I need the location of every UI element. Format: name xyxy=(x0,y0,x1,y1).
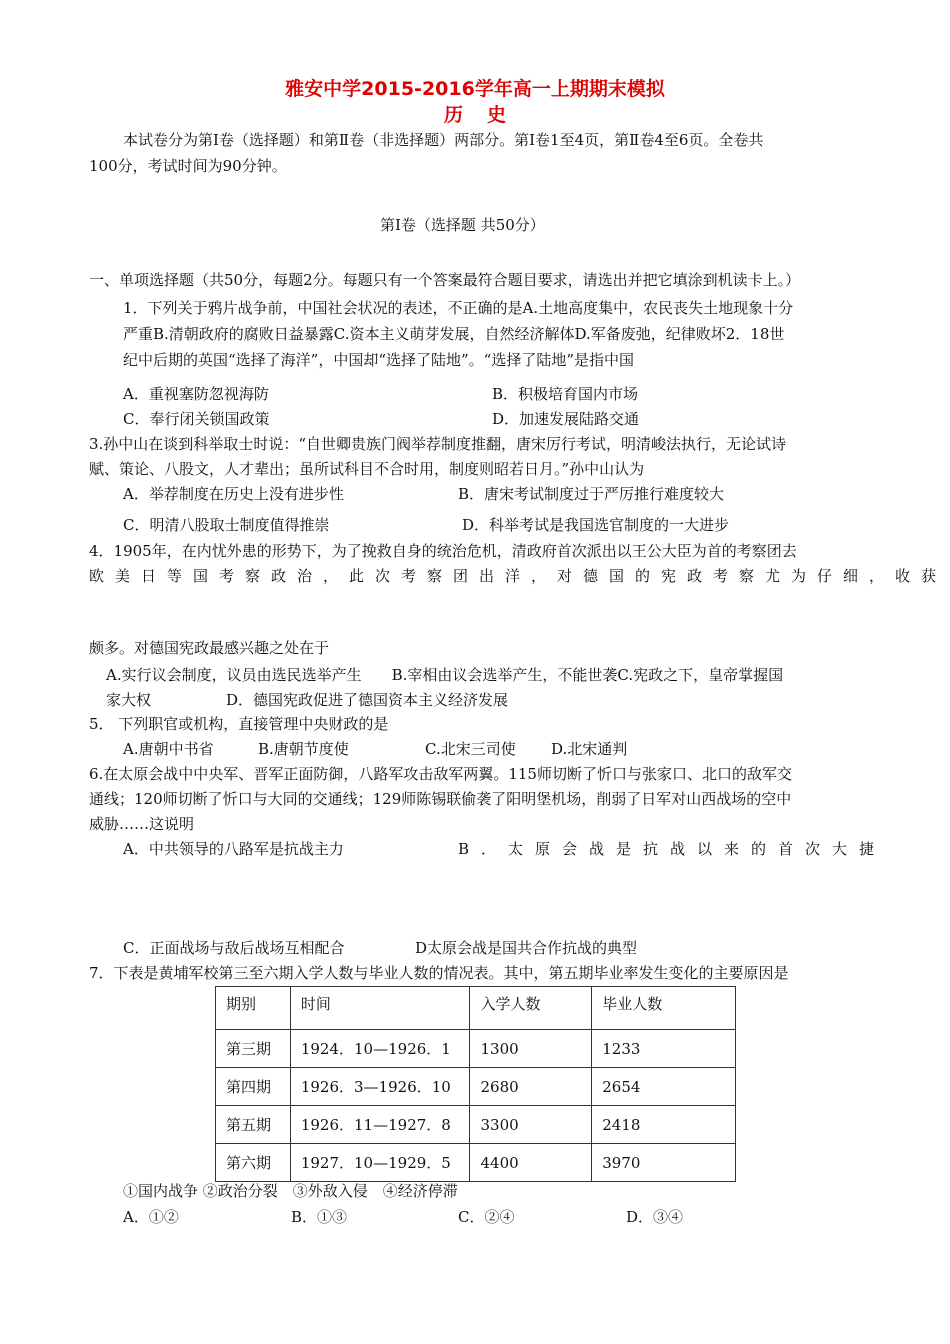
q2-option-d: D．加速发展陆路交通 xyxy=(492,410,640,428)
table-row xyxy=(216,1030,736,1068)
table-row xyxy=(216,1106,736,1144)
exam-title: 雅安中学2015-2016学年高一上期期末模拟 xyxy=(285,78,665,100)
q3-option-c: C．明清八股取士制度值得推崇 xyxy=(123,516,330,534)
q6-option-b: B．太原会战是抗战以来的首次大捷 xyxy=(458,840,887,858)
intro-line-2: 100分，考试时间为90分钟。 xyxy=(89,157,287,175)
q7-option-d: D．③④ xyxy=(626,1208,684,1226)
q4-line-5: 家大权 D．德国宪政促进了德国资本主义经济发展 xyxy=(106,691,509,709)
q1-line-2: 严重B.清朝政府的腐败日益暴露C.资本主义萌芽发展，自然经济解体D.军备废弛，纪律败坏2．18世 xyxy=(123,325,785,343)
table-row xyxy=(216,1068,736,1106)
header-cell: 期别 xyxy=(216,987,291,1030)
part1-heading: 第Ⅰ卷（选择题 共50分） xyxy=(380,216,545,234)
q6-option-c: C．正面战场与敌后战场互相配合 xyxy=(123,939,345,957)
header-cell: 毕业人数 xyxy=(592,987,736,1030)
table-cell: 第五期 xyxy=(216,1106,291,1144)
q4-line-3: 颇多。对德国宪政最感兴趣之处在于 xyxy=(89,639,330,657)
table-cell: 1926．11—1927．8 xyxy=(290,1106,470,1144)
q6-option-a: A．中共领导的八路军是抗战主力 xyxy=(123,840,344,858)
q6-line-2: 通线；120师切断了忻口与大同的交通线；129师陈锡联偷袭了阳明堡机场，削弱了日军对山西战场的空中 xyxy=(89,790,792,808)
q7-stem: 7．下表是黄埔军校第三至六期入学人数与毕业人数的情况表。其中，第五期毕业率发生变化的主要原因是 xyxy=(89,964,789,982)
q1-line-1: 1．下列关于鸦片战争前，中国社会状况的表述，不正确的是A.土地高度集中，农民丧失土地现象十分 xyxy=(123,299,794,317)
q4-line-2: 欧美日等国考察政治，此次考察团出洋，对德国的宪政考察尤为仔细，收获 xyxy=(89,567,948,585)
table-header-row xyxy=(216,987,736,1030)
q7-option-a: A．①② xyxy=(123,1208,179,1226)
exam-subject: 历史 xyxy=(443,104,530,126)
huangpu-enrollment-table xyxy=(215,986,736,1182)
q4-line-4: A.实行议会制度，议员由选民选举产生 B.宰相由议会选举产生，不能世袭C.宪政之下，皇帝掌握国 xyxy=(106,666,784,684)
table-cell: 3300 xyxy=(470,1106,592,1144)
q5-option-b: B.唐朝节度使 xyxy=(258,740,349,758)
q7-choices: ①国内战争 ②政治分裂 ③外敌入侵 ④经济停滞 xyxy=(123,1182,458,1200)
table-cell: 1300 xyxy=(470,1030,592,1068)
table-cell: 第四期 xyxy=(216,1068,291,1106)
q6-option-d: D太原会战是国共合作抗战的典型 xyxy=(415,939,638,957)
header-cell: 时间 xyxy=(290,987,470,1030)
table-cell: 4400 xyxy=(470,1144,592,1182)
q6-line-3: 威胁……这说明 xyxy=(89,815,195,833)
table-cell: 第六期 xyxy=(216,1144,291,1182)
table-cell: 2418 xyxy=(592,1106,736,1144)
q7-option-c: C．②④ xyxy=(458,1208,515,1226)
q5-option-a: A.唐朝中书省 xyxy=(123,740,214,758)
table-cell: 1927．10—1929．5 xyxy=(290,1144,470,1182)
table-cell: 第三期 xyxy=(216,1030,291,1068)
table-cell: 2680 xyxy=(470,1068,592,1106)
q5-stem: 5． 下列职官或机构，直接管理中央财政的是 xyxy=(89,715,389,733)
table-cell: 1926．3—1926．10 xyxy=(290,1068,470,1106)
q5-option-c: C.北宋三司使 xyxy=(425,740,516,758)
section-heading: 一、单项选择题（共50分，每题2分。每题只有一个答案最符合题目要求，请选出并把它填涂到机读卡上。） xyxy=(89,271,801,289)
table-row xyxy=(216,1144,736,1182)
q1-line-3: 纪中后期的英国“选择了海洋”，中国却“选择了陆地”。“选择了陆地”是指中国 xyxy=(123,351,635,369)
q2-option-b: B．积极培育国内市场 xyxy=(492,385,639,403)
q3-option-a: A．举荐制度在历史上没有进步性 xyxy=(123,485,344,503)
q3-line-1: 3.孙中山在谈到科举取士时说：“自世卿贵族门阀举荐制度推翻，唐宋厉行考试，明清峻法执行，无论试诗 xyxy=(89,435,786,453)
q7-option-b: B．①③ xyxy=(291,1208,348,1226)
q3-option-d: D．科举考试是我国选官制度的一大进步 xyxy=(462,516,730,534)
header-cell: 入学人数 xyxy=(470,987,592,1030)
intro-line-1: 本试卷分为第Ⅰ卷（选择题）和第Ⅱ卷（非选择题）两部分。第Ⅰ卷1至4页，第Ⅱ卷4至6页。全卷共 xyxy=(123,131,764,149)
table-cell: 2654 xyxy=(592,1068,736,1106)
q3-option-b: B．唐宋考试制度过于严厉推行难度较大 xyxy=(458,485,725,503)
q2-option-c: C．奉行闭关锁国政策 xyxy=(123,410,270,428)
q5-option-d: D.北宋通判 xyxy=(551,740,628,758)
q4-line-1: 4．1905年，在内忧外患的形势下，为了挽救自身的统治危机，清政府首次派出以王公大臣为首的考察团去 xyxy=(89,542,797,560)
table-cell: 3970 xyxy=(592,1144,736,1182)
q6-line-1: 6.在太原会战中中央军、晋军正面防御，八路军攻击敌军两翼。115师切断了忻口与张家口、北口的敌军交 xyxy=(89,765,792,783)
table-cell: 1233 xyxy=(592,1030,736,1068)
q3-line-2: 赋、策论、八股文，人才辈出；虽所试科目不合时用，制度则昭若日月。”孙中山认为 xyxy=(89,460,645,478)
table-cell: 1924．10—1926．1 xyxy=(290,1030,470,1068)
q2-option-a: A．重视塞防忽视海防 xyxy=(123,385,269,403)
